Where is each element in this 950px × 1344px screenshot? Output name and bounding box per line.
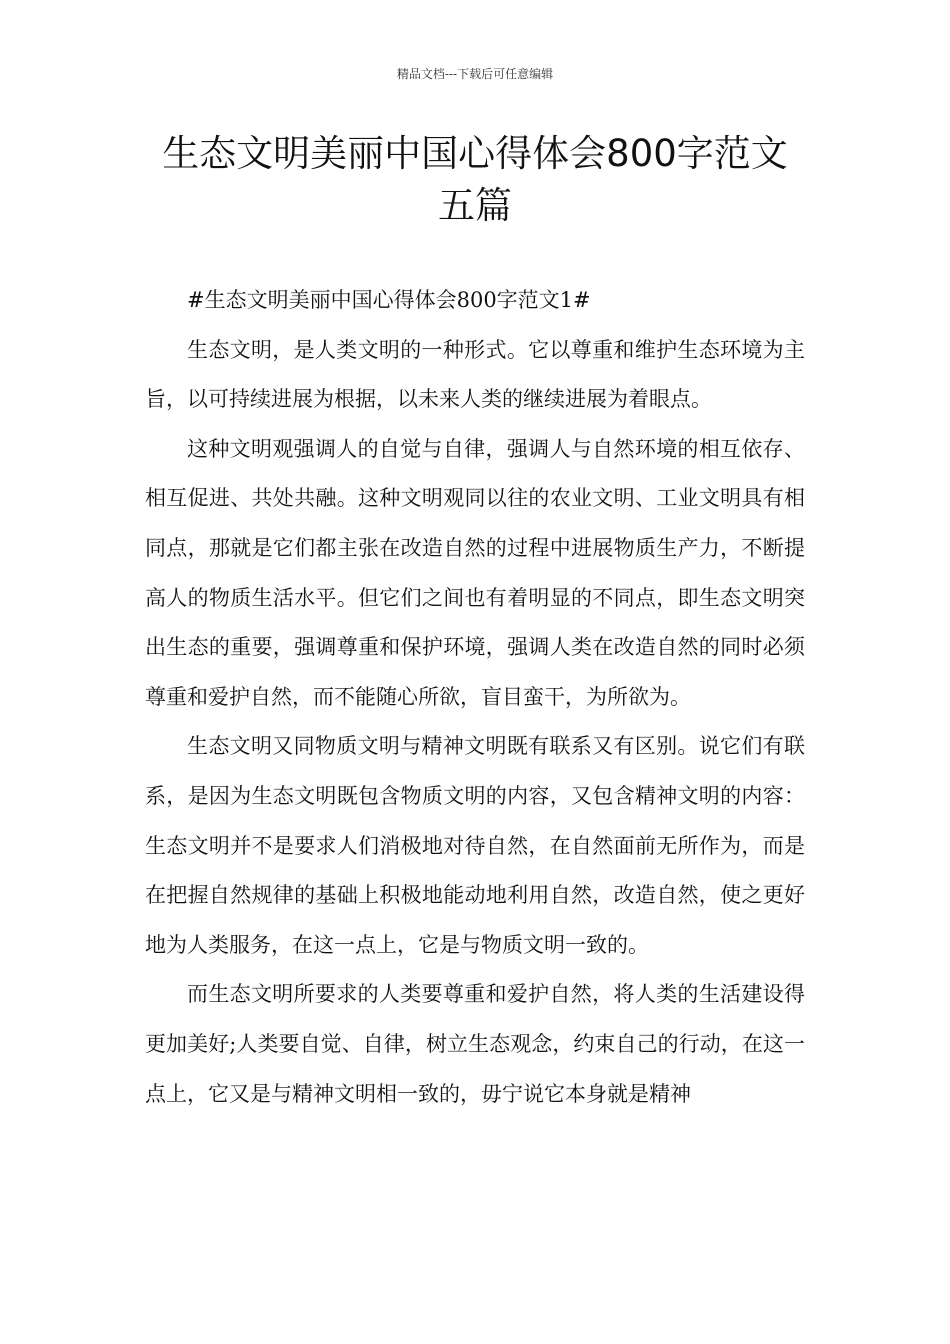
document-body — [145, 276, 805, 1119]
section-heading: #生态文明美丽中国心得体会800字范文1# — [187, 288, 591, 312]
header-note: 精品文档---下载后可任意编辑 — [396, 67, 554, 81]
paragraph: 生态文明又同物质文明与精神文明既有联系又有区别。说它们有联系，是因为生态文明既包含物质文明的内容，又包含精神文明的内容：生态文明并不是要求人们消极地对待自然，在自然面前无所作为，而是在把握自然规律的基础上积极地能动地利用自然，改造自然，使之更好地为人类服务，在这一点上，它是与物质文明一致的。 — [145, 734, 805, 957]
paragraph: 生态文明，是人类文明的一种形式。它以尊重和维护生态环境为主旨，以可持续进展为根据，以未来人类的继续进展为着眼点。 — [145, 337, 805, 412]
paragraph: 而生态文明所要求的人类要尊重和爱护自然，将人类的生活建设得更加美好;人类要自觉、自律，树立生态观念，约束自己的行动，在这一点上，它又是与精神文明相一致的，毋宁说它本身就是精神 — [145, 982, 805, 1106]
title-line-1: 生态文明美丽中国心得体会800字范文 — [162, 132, 788, 175]
document-title — [110, 128, 840, 232]
paragraph: 这种文明观强调人的自觉与自律，强调人与自然环境的相互依存、相互促进、共处共融。这种文明观同以往的农业文明、工业文明具有相同点，那就是它们都主张在改造自然的过程中进展物质生产力，不断提高人的物质生活水平。但它们之间也有着明显的不同点，即生态文明突出生态的重要，强调尊重和保护环境，强调人类在改造自然的同时必须尊重和爱护自然，而不能随心所欲，盲目蛮干，为所欲为。 — [145, 436, 805, 709]
title-line-2: 五篇 — [438, 184, 512, 227]
